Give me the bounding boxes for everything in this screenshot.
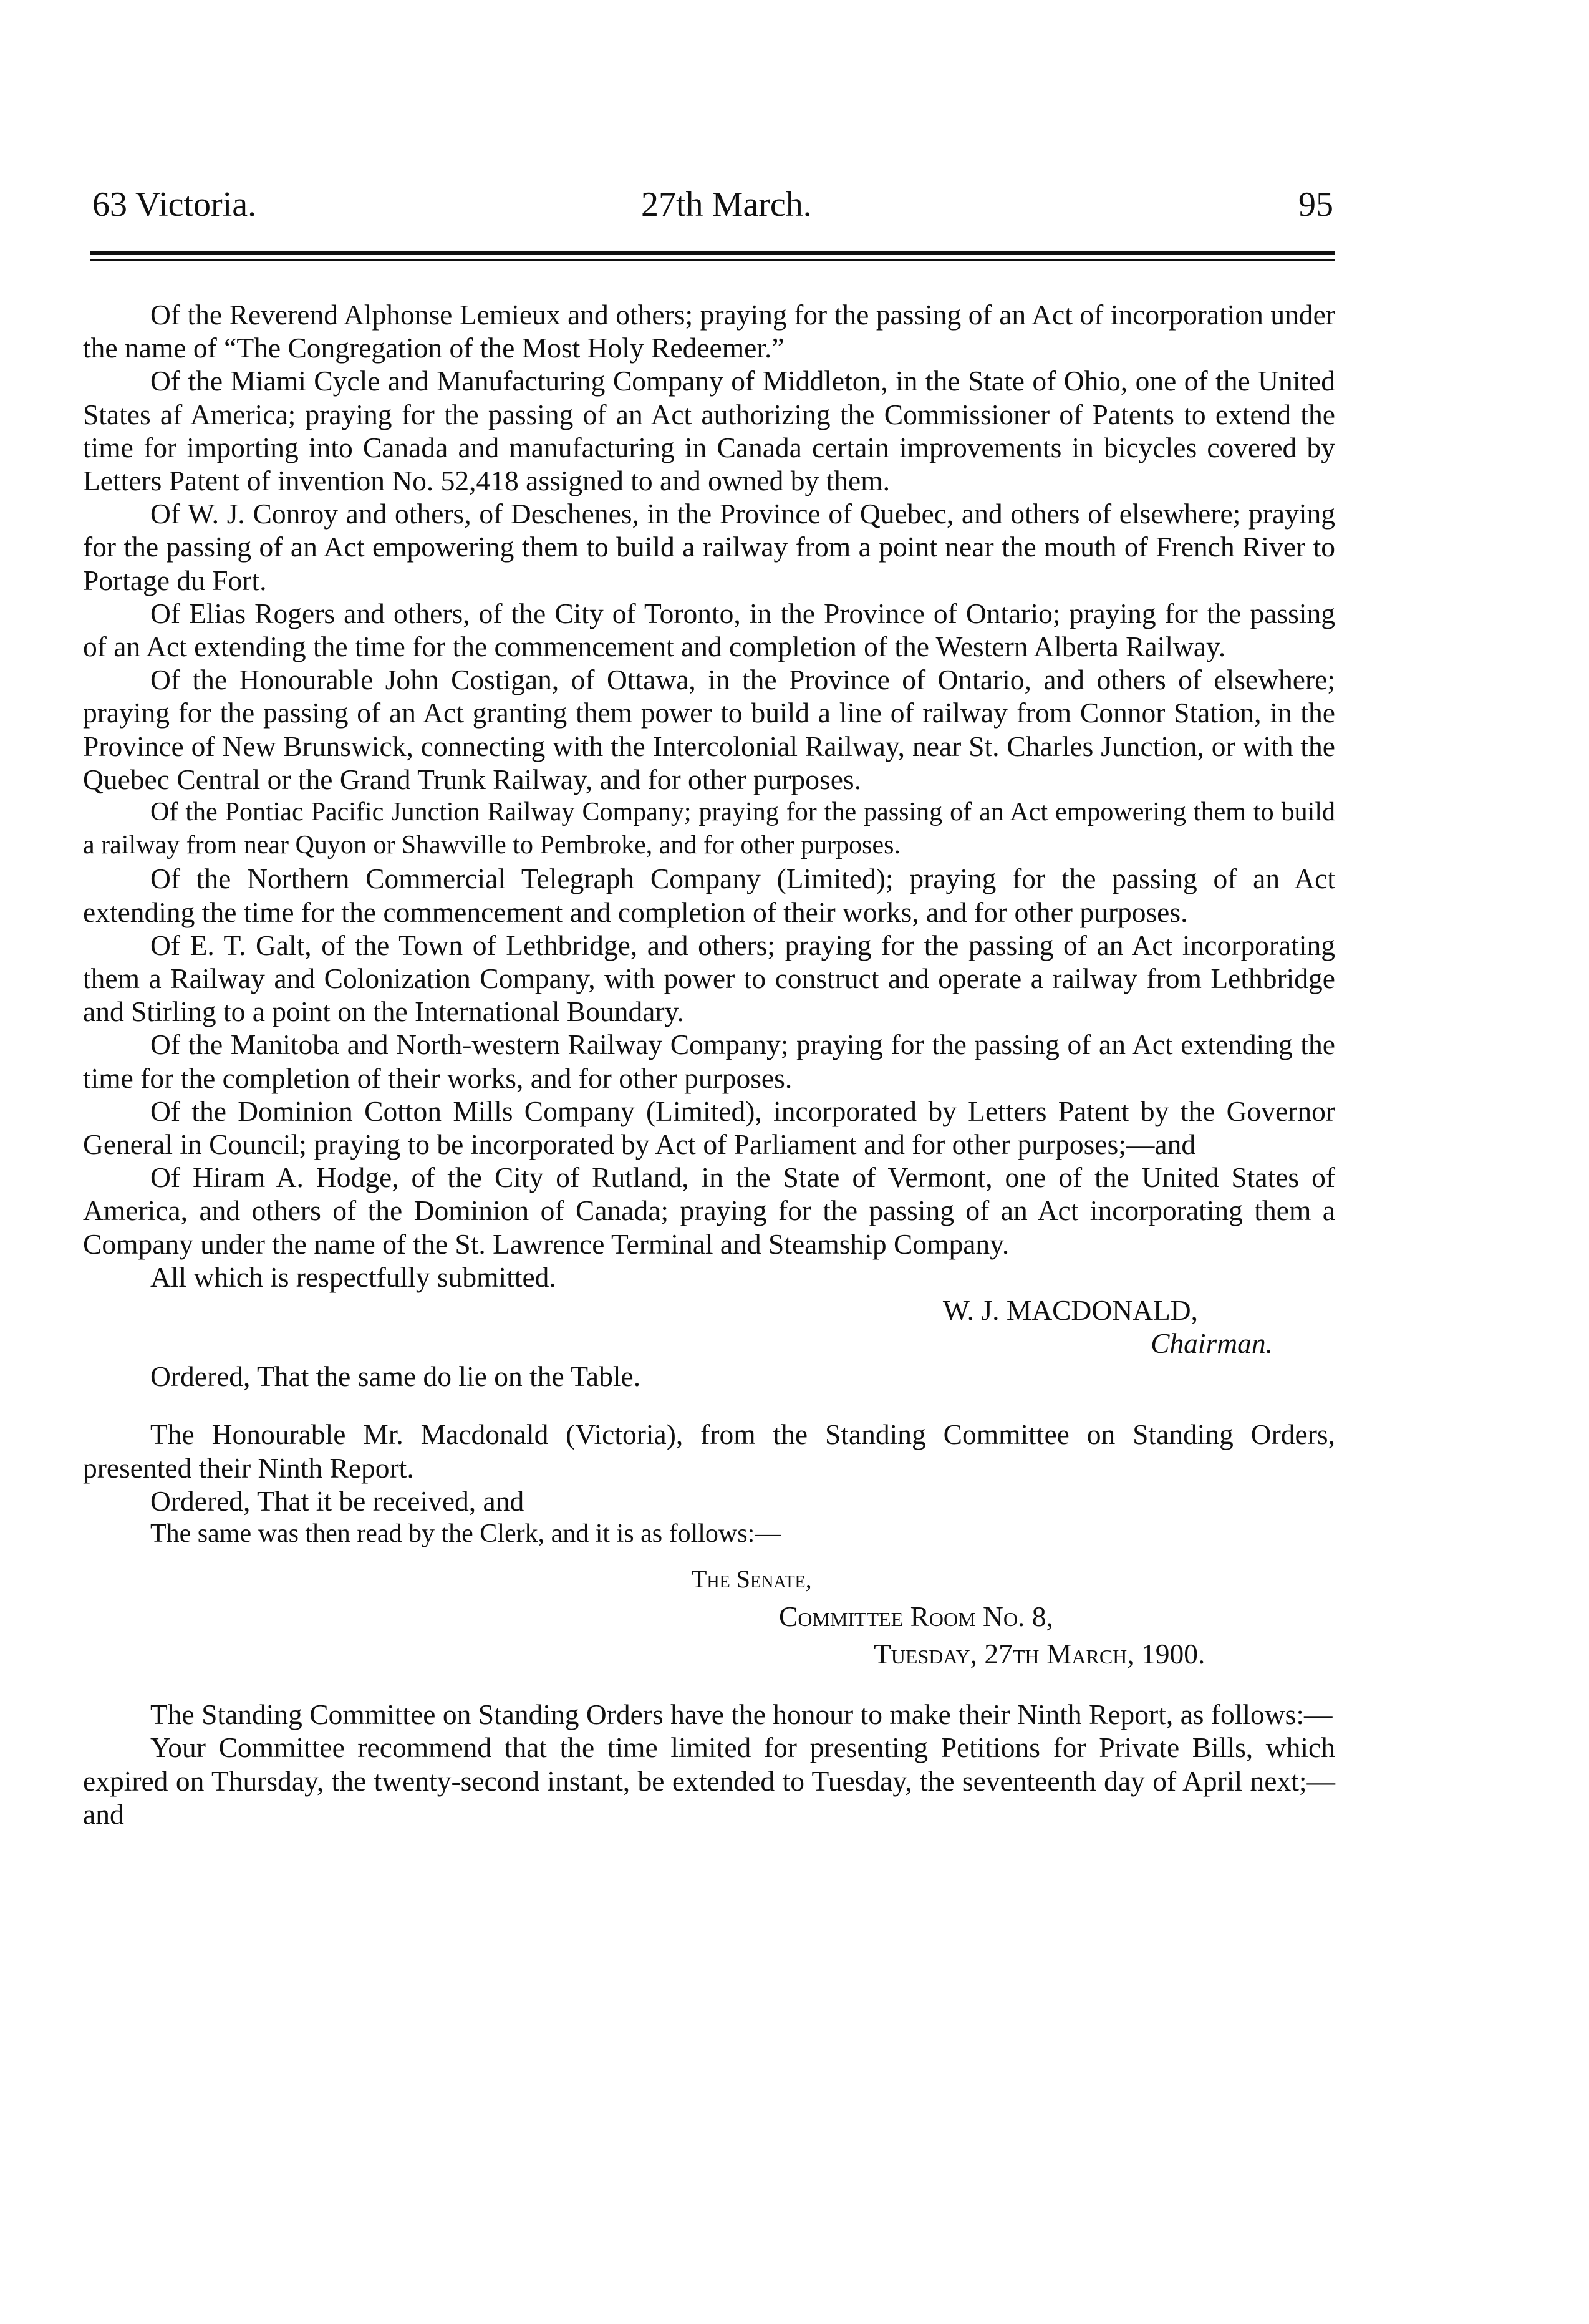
submitted-line: All which is respectfully submitted. xyxy=(150,1261,556,1293)
ninth-report-intro: The Standing Committee on Standing Orders have the honour to make their Ninth Report, as follows:— xyxy=(150,1698,1333,1731)
petition-paragraph: Of Hiram A. Hodge, of the City of Rutland, in the State of Vermont, one of the United States of America, and others of the Dominion of Canada; praying for the passing of an Act incorporating them a Company under the name of the St. Lawrence Terminal and Steamship Company. xyxy=(83,1161,1335,1260)
read-by-clerk-line: The same was then read by the Clerk, and it is as follows:— xyxy=(150,1519,781,1548)
senate-heading xyxy=(83,1561,1335,1673)
chairman-name: W. J. MACDONALD, xyxy=(942,1294,1198,1327)
petition-paragraph: Of the Reverend Alphonse Lemieux and others; praying for the passing of an Act of incorporation under the name of “The Congregation of the Most Holy Redeemer.” xyxy=(83,299,1335,364)
committee-room: Committee Room No. 8, xyxy=(779,1600,1053,1633)
petition-paragraph: Of Elias Rogers and others, of the City of Toronto, in the Province of Ontario; praying for the passing of an Act extending the time for the commencement and completion of the Western Alberta Railway. xyxy=(83,597,1335,663)
header-rule-thick xyxy=(90,251,1335,255)
page-number: 95 xyxy=(1298,185,1333,224)
session-label: 63 Victoria. xyxy=(92,185,257,224)
petition-paragraph: Of the Honourable John Costigan, of Ottawa, in the Province of Ontario, and others of elsewhere; praying for the passing of an Act granting them power to build a line of railway from Connor Station, in the Province of New Brunswick, connecting with the Intercolonial Railway, near St. Charles Junction, or with the Quebec Central or the Grand Trunk Railway, and for other purposes. xyxy=(83,664,1335,795)
signature-block xyxy=(83,1294,1335,1360)
petition-paragraph: Of the Dominion Cotton Mills Company (Limited), incorporated by Letters Patent by the Governor General in Council; praying to be incorporated by Act of Parliament and for other purposes;—and xyxy=(83,1095,1335,1161)
chairman-title: Chairman. xyxy=(1151,1327,1273,1360)
petition-paragraph: Of the Pontiac Pacific Junction Railway Company; praying for the passing of an Act empowering them to build a railway from near Quyon or Shawville to Pembroke, and for other purposes. xyxy=(83,798,1335,860)
page-header xyxy=(92,185,1333,235)
petition-paragraph: Of the Manitoba and North-western Railway Company; praying for the passing of an Act extending the time for the completion of their works, and for other purposes. xyxy=(83,1029,1335,1094)
header-rule-thin xyxy=(90,259,1335,261)
report-intro-paragraph: The Honourable Mr. Macdonald (Victoria), from the Standing Committee on Standing Orders, presented their Ninth Report. xyxy=(83,1418,1335,1484)
petition-paragraph: Of the Northern Commercial Telegraph Company (Limited); praying for the passing of an Act extending the time for the commencement and completion of their works, and for other purposes. xyxy=(83,863,1335,928)
ordered-received-line: Ordered, That it be received, and xyxy=(150,1484,524,1517)
date-label: 27th March. xyxy=(641,185,812,224)
petition-paragraph: Of the Miami Cycle and Manufacturing Company of Middleton, in the State of Ohio, one of the United States af America; praying for the passing of an Act authorizing the Commissioner of Patents to extend the time for importing into Canada and manufacturing in Canada certain improvements in bicycles covered by Letters Patent of invention No. 52,418 assigned to and owned by them. xyxy=(83,365,1335,497)
meeting-date: Tuesday, 27th March, 1900. xyxy=(874,1638,1205,1670)
petition-paragraph: Of E. T. Galt, of the Town of Lethbridge, and others; praying for the passing of an Act incorporating them a Railway and Colonization Company, with power to construct and operate a railway from Lethbridge and Stirling to a point on the International Boundary. xyxy=(83,929,1335,1028)
ordered-table-line: Ordered, That the same do lie on the Table. xyxy=(150,1360,641,1393)
document-body xyxy=(83,298,1335,1831)
recommendation-paragraph: Your Committee recommend that the time limited for presenting Petitions for Private Bills, which expired on Thursday, the twenty-second instant, be extended to Tuesday, the seventeenth day of April next;—and xyxy=(83,1731,1335,1830)
petition-paragraph: Of W. J. Conroy and others, of Deschenes, in the Province of Quebec, and others of elsewhere; praying for the passing of an Act empowering them to build a railway from a point near the mouth of French River to Portage du Fort. xyxy=(83,498,1335,596)
senate-title: The Senate, xyxy=(692,1565,812,1594)
